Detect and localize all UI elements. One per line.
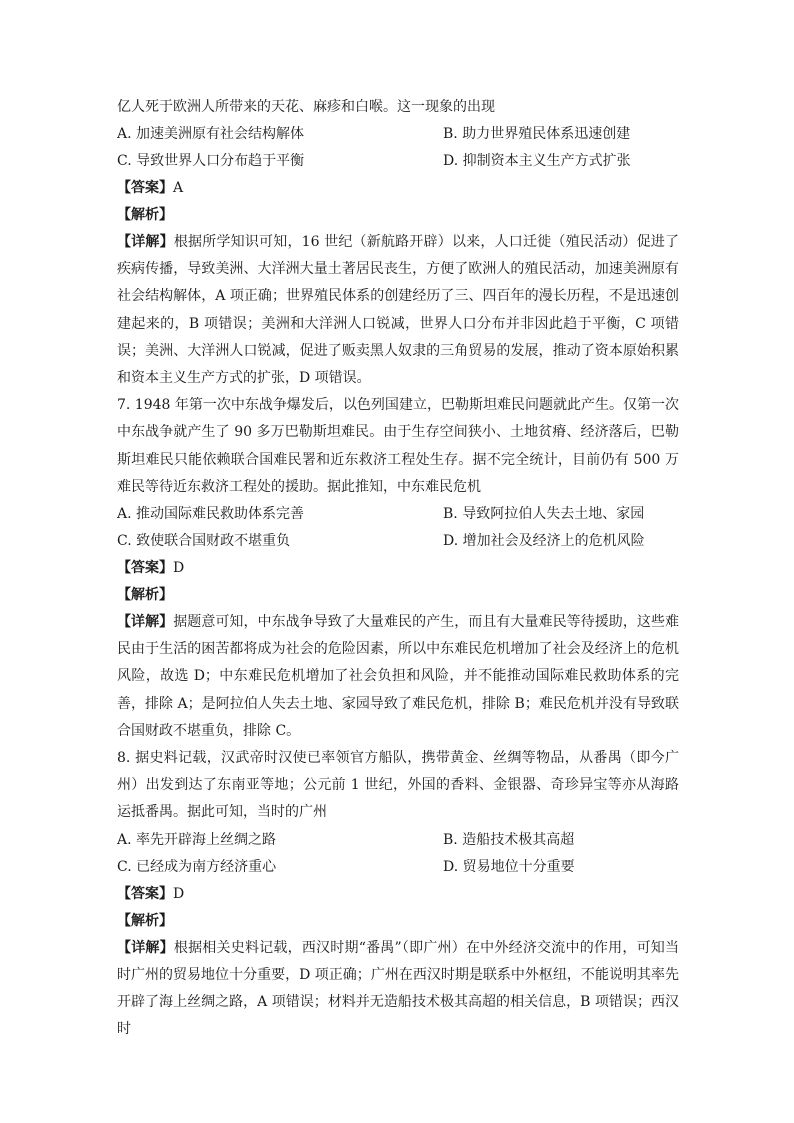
q7-detail-tag: 【详解】: [117, 614, 174, 631]
q8-analysis: [117, 908, 679, 935]
q6-answer-value: A: [173, 180, 184, 196]
q6-analysis: [117, 202, 679, 229]
q7-options: [117, 501, 679, 555]
q6-answer: [117, 175, 679, 202]
q6-analysis-tag: 【解析】: [117, 207, 173, 223]
q8-detail: [117, 935, 679, 1044]
q6-detail: [117, 229, 679, 392]
q8-option-b: B. 造船技术极其高超: [443, 831, 575, 848]
q8-option-c: C. 已经成为南方经济重心: [117, 858, 277, 875]
q7-analysis-tag: 【解析】: [117, 587, 173, 604]
q6-answer-tag: 【答案】: [117, 180, 173, 196]
q7-option-c: C. 致使联合国财政不堪重负: [117, 533, 291, 550]
q7-answer: [117, 555, 679, 582]
q7-option-a: A. 推动国际难民救助体系完善: [117, 506, 305, 523]
document-page: [117, 94, 679, 1043]
q7-answer-value: D: [173, 560, 185, 577]
q8-answer-value: D: [173, 885, 185, 902]
q6-detail-text: 根据所学知识可知，16 世纪（新航路开辟）以来，人口迁徙（殖民活动）促进了疾病传播，导致美洲、大洋洲大量土著居民丧生，方便了欧洲人的殖民活动，加速美洲原有社会结构解体，A 项正确；世界殖民体系的创建经历了三、四百年的漫长历程，不是迅速创建起来的，B 项错误；美洲和大洋洲人口锐减，世界人口分布并非因此趋于平衡，C 项错误；美洲、大洋洲人口锐减，促进了贩卖黑人奴隶的三角贸易的发展，推动了资本原始积累和资本主义生产方式的扩张，D 项错误。: [117, 234, 680, 387]
q8-answer: [117, 881, 679, 908]
q8-options: [117, 827, 679, 881]
q6-options: [117, 121, 679, 175]
q8-detail-tag: 【详解】: [117, 939, 174, 956]
q6-option-b: B. 助力世界殖民体系迅速创建: [443, 126, 631, 142]
q7-answer-tag: 【答案】: [117, 560, 173, 577]
q7-detail-text: 据题意可知，中东战争导致了大量难民的产生，而且有大量难民等待援助，这些难民由于生活的困苦都将成为社会的危险因素，所以中东难民危机增加了社会及经济上的危机风险，故选 D；中东难民危机增加了社会负担和风险，并不能推动国际难民救助体系的完善，排除 A；是阿拉伯人失去土地、家园导致了难民危机，排除 B；难民危机并没有导致联合国财政不堪重负，排除 C。: [117, 614, 680, 739]
q6-detail-tag: 【详解】: [117, 234, 174, 250]
q7-option-b: B. 导致阿拉伯人失去土地、家园: [443, 506, 645, 523]
q6-option-c: C. 导致世界人口分布趋于平衡: [117, 153, 305, 169]
q8-answer-tag: 【答案】: [117, 885, 173, 902]
q8-option-d: D. 贸易地位十分重要: [443, 858, 575, 875]
q6-stem-tail: 亿人死于欧洲人所带来的天花、麻疹和白喉。这一现象的出现: [117, 99, 495, 115]
q7-option-d: D. 增加社会及经济上的危机风险: [443, 533, 645, 550]
q8-option-a: A. 率先开辟海上丝绸之路: [117, 831, 277, 848]
q6-option-a: A. 加速美洲原有社会结构解体: [117, 126, 305, 142]
q8-analysis-tag: 【解析】: [117, 912, 173, 929]
q8-detail-text: 根据相关史料记载，西汉时期“番禺”（即广州）在中外经济交流中的作用，可知当时广州的贸易地位十分重要，D 项正确；广州在西汉时期是联系中外枢纽，不能说明其率先开辟了海上丝绸之路，A 项错误；材料并无造船技术极其高超的相关信息，B 项错误；西汉时: [117, 939, 680, 1038]
q7-stem: 7. 1948 年第一次中东战争爆发后，以色列国建立，巴勒斯坦难民问题就此产生。仅第一次中东战争就产生了 90 多万巴勒斯坦难民。由于生存空间狭小、土地贫瘠、经济落后，巴勒斯坦难民只能依赖联合国难民署和近东救济工程处生存。据不完全统计，目前仍有 500 万难民等待近东救济工程处的援助。据此推知，中东难民危机: [117, 397, 679, 495]
q8-stem: 8. 据史料记载，汉武帝时汉使已率领官方船队，携带黄金、丝绸等物品，从番禺（即今广州）出发到达了东南亚等地；公元前 1 世纪，外国的香料、金银器、奇珍异宝等亦从海路运抵番禺。据此可知，当时的广州: [117, 750, 679, 821]
q6-option-d: D. 抑制资本主义生产方式扩张: [443, 153, 631, 169]
q7-detail: [117, 609, 679, 745]
q7-analysis: [117, 582, 679, 609]
